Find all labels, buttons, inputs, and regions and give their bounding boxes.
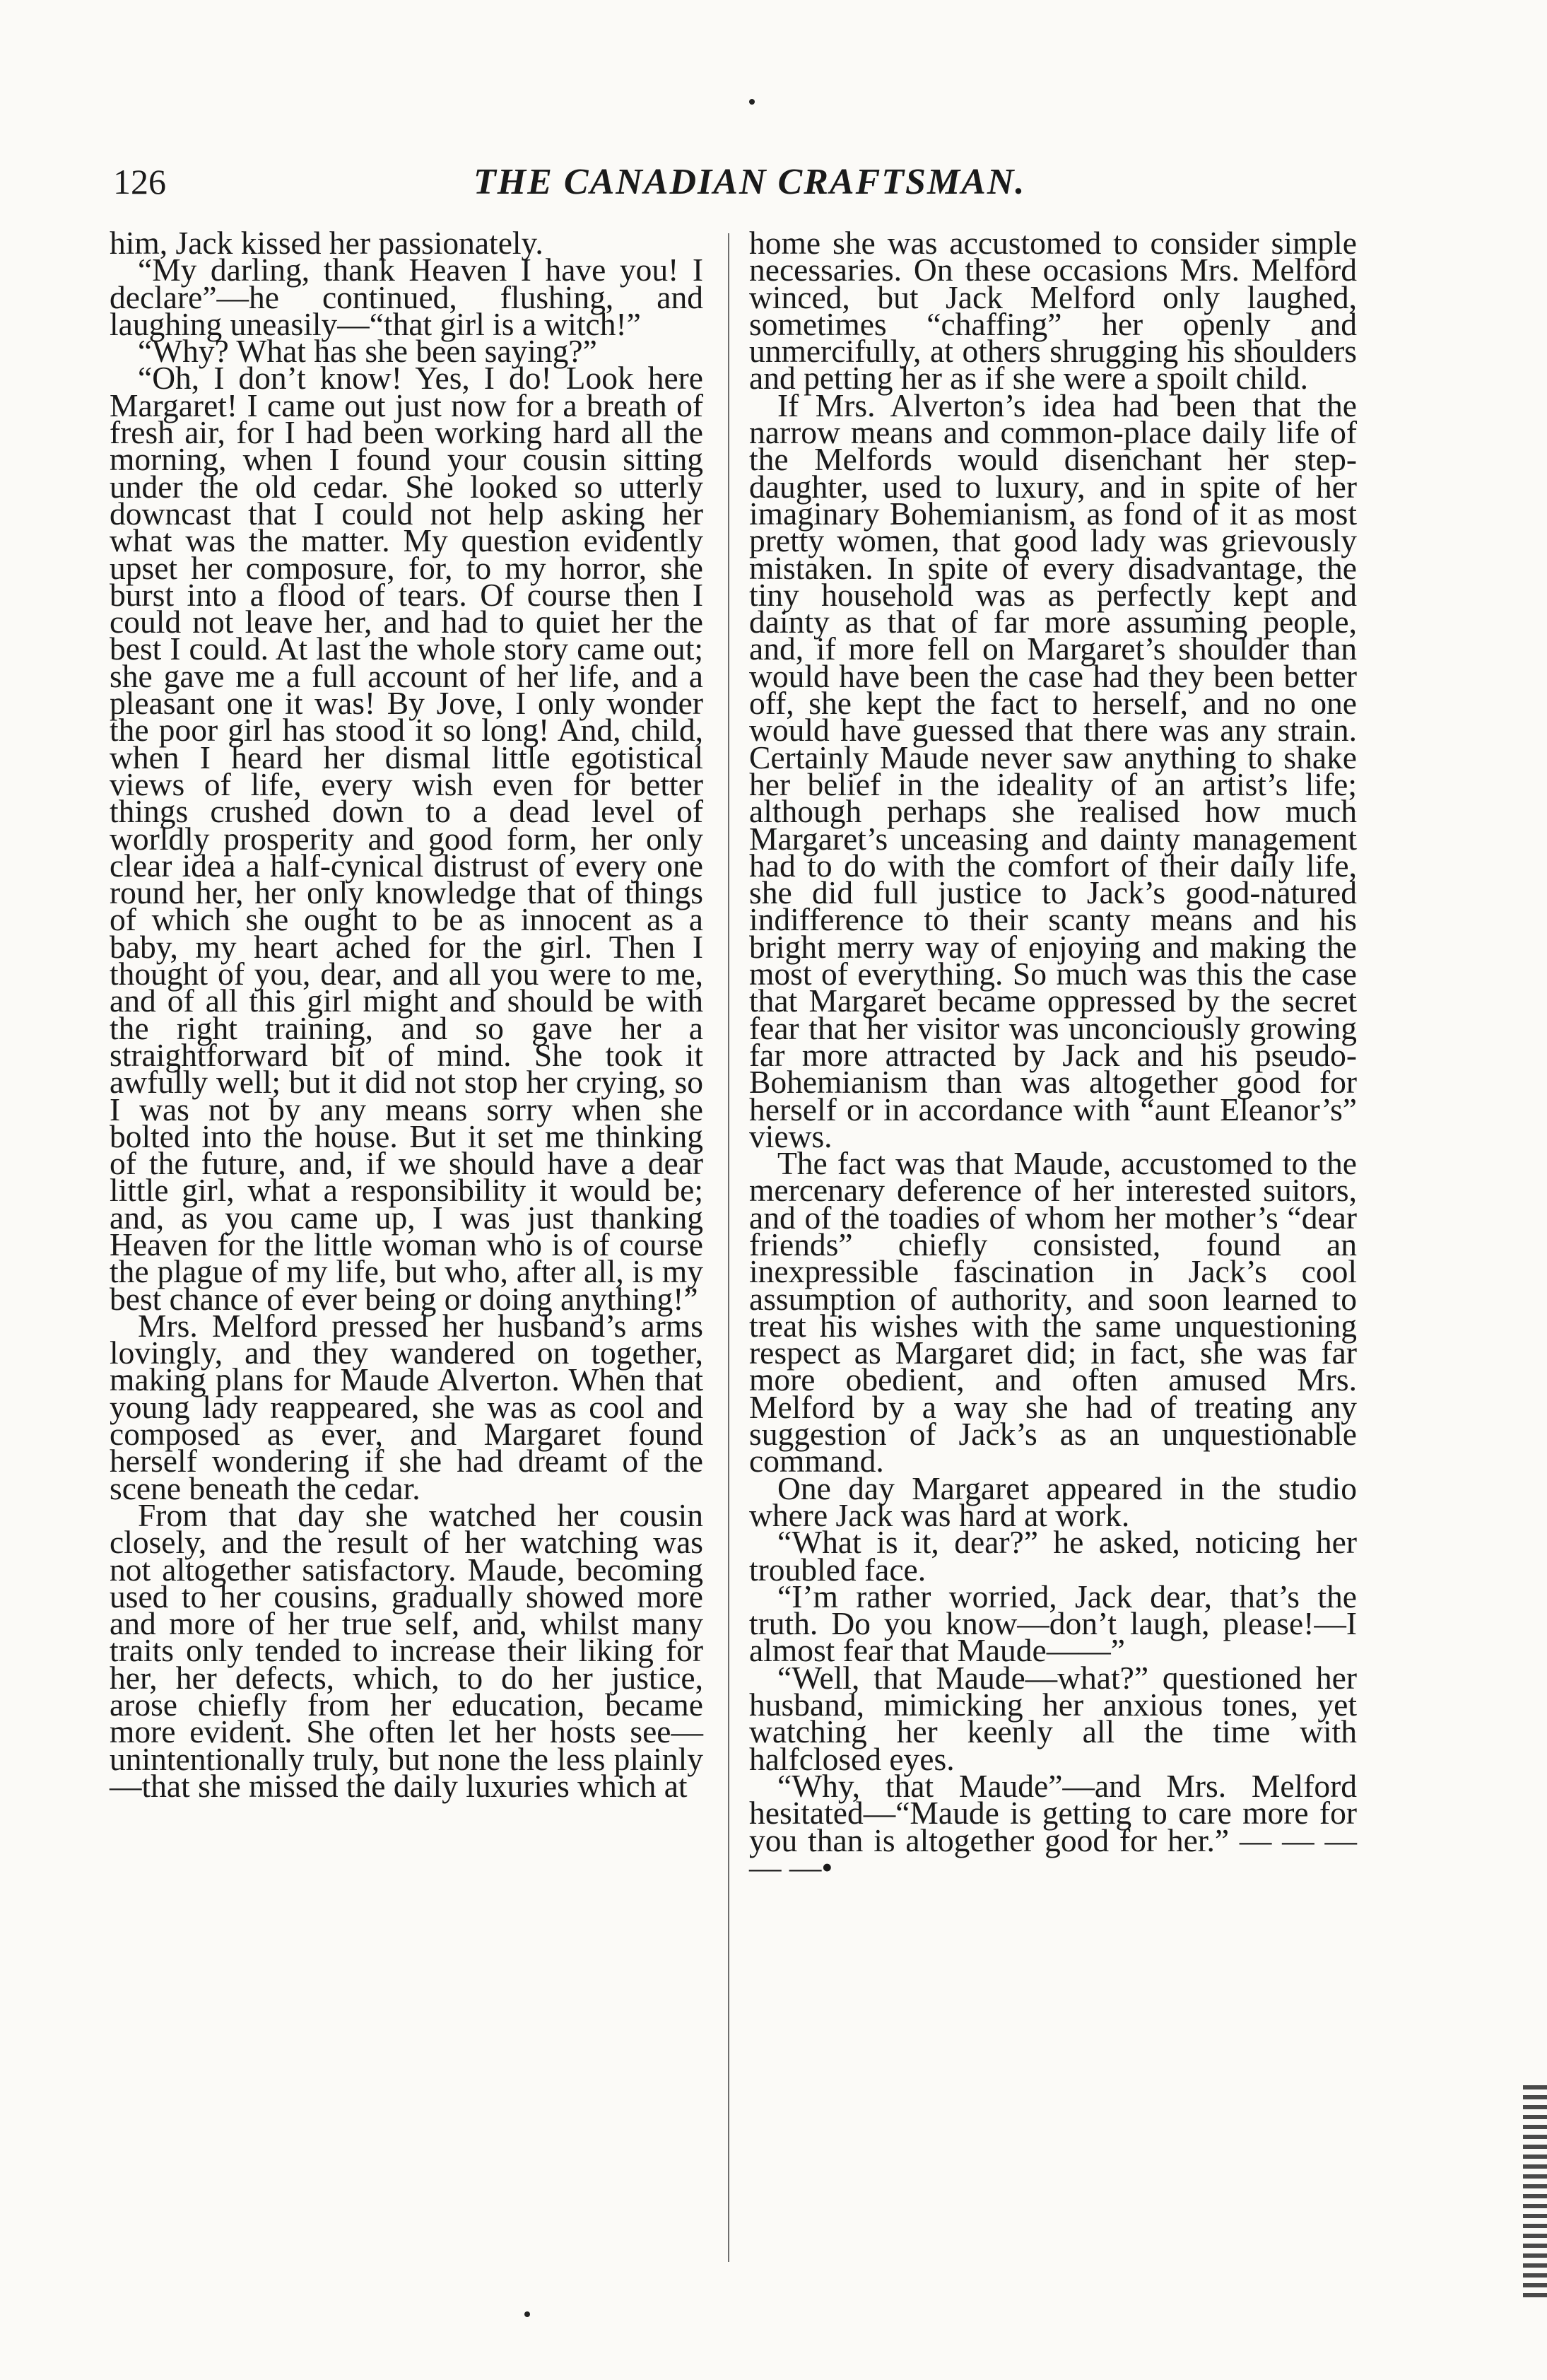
paragraph: “Why, that Maude”—and Mrs. Melford hesitated—“Maude is getting to care more for you than is altogether good for her.” — — — — —• (749, 1767, 1357, 1885)
running-title: THE CANADIAN CRAFTSMAN. (473, 162, 1026, 202)
left-column (110, 225, 703, 1804)
page-number: 126 (113, 162, 166, 201)
column-divider (728, 233, 729, 2262)
paragraph: If Mrs. Alverton’s idea had been that the narrow means and common-place daily life of the Melfords would disenchant her step-daughter, used to luxury, and in spite of her imaginary Bohemianism, as fond of it as most pretty women, that good lady was grievously mistaken. In spite of every disadvantage, the tiny household was as perfectly kept and dainty as that of far more assuming people, and, if more fell on Margaret’s shoulder than would have been the case had they been better off, she kept the fact to herself, and no one would have guessed that there was any strain. Certainly Maude never saw anything to shake her belief in the ideality of an artist’s life; although perhaps she realised how much Margaret’s unceasing and dainty management had to do with the comfort of their daily life, she did full justice to Jack’s good-natured indifference to their scanty means and his bright merry way of enjoying and making the most of everything. So much was this the case that Margaret became oppressed by the secret fear that her visitor was unconciously growing far more attracted by Jack and his pseudo-Bohemianism than was altogether good for herself or in accordance with “aunt Eleanor’s” views. (749, 387, 1357, 1154)
paragraph: Mrs. Melford pressed her husband’s arms lovingly, and they wandered on together, making plans for Maude Alverton. When that young lady reappeared, she was as cool and composed as ever, and Margaret found herself wondering if she had dreamt of the scene beneath the cedar. (110, 1307, 703, 1506)
paragraph: “Why? What has she been saying?” (138, 333, 597, 370)
paragraph: The fact was that Maude, accustomed to the mercenary deference of her interested suitors, and of the toadies of whom her mother’s “dear friends” chiefly consisted, found an inexpressible fascination in Jack’s cool assumption of authority, and soon learned to treat his wishes with the same unquestioning respect as Margaret did; in fact, she was far more obedient, and often amused Mrs. Melford by a way she had of treating any suggestion of Jack’s as an unquestionable command. (749, 1145, 1357, 1479)
paragraph: One day Margaret appeared in the studio where Jack was hard at work. (749, 1470, 1357, 1533)
paragraph: “Well, that Maude—what?” questioned her husband, mimicking her anxious tones, yet watching her keenly all the time with halfclosed eyes. (749, 1659, 1357, 1777)
paragraph: “Oh, I don’t know! Yes, I do! Look here Margaret! I came out just now for a breath of fresh air, for I had been working hard all the morning, when I found your cousin sitting under the old cedar. She looked so utterly downcast that I could not help asking her what was the matter. My question evidently upset her composure, for, to my horror, she burst into a flood of tears. Of course then I could not leave her, and had to quiet her the best I could. At last the whole story came out; she gave me a full account of her life, and a pleasant one it was! By Jove, I only wonder the poor girl has stood it so long! And, child, when I heard her dismal little egotistical views of life, every wish even for better things crushed down to a dead level of worldly prosperity and good form, her only clear idea a half-cynical distrust of every one round her, her only knowledge that of things of which she ought to be as innocent as a baby, my heart ached for the girl. Then I thought of you, dear, and all you were to me, and of all this girl might and should be with the right training, and so gave her a straightforward bit of mind. She took it awfully well; but it did not stop her crying, so I was not by any means sorry when she bolted into the house. But it set me thinking of the future, and, if we should have a dear little girl, what a responsibility it would be; and, as you came up, I was just thanking Heaven for the little woman who is of course the plague of my life, but who, after all, is my best chance of ever being or doing anything!” (110, 360, 703, 1317)
paragraph: home she was accustomed to consider simple necessaries. On these occasions Mrs. Melford winced, but Jack Melford only laughed, sometimes “chaffing” her openly and unmercifully, at others shrugging his shoulders and petting her as if she were a spoilt child. (749, 225, 1357, 397)
scan-edge-artifact (1523, 2085, 1547, 2297)
paragraph: him, Jack kissed her passionately. (110, 225, 543, 261)
paragraph: “My darling, thank Heaven I have you! I declare”—he continued, flushing, and laughing uneasily—“that girl is a witch!” (110, 252, 703, 342)
paragraph: From that day she watched her cousin closely, and the result of her watching was not altogether satisfactory. Maude, becoming used to her cousins, gradually showed more and more of her true self, and, whilst many traits only tended to increase their liking for her, her defects, which, to do her justice, arose chiefly from her education, became more evident. She often let her hosts see—unintentionally truly, but none the less plainly—that she missed the daily luxuries which at (110, 1496, 703, 1804)
right-column (749, 225, 1357, 1885)
paragraph: “I’m rather worried, Jack dear, that’s the truth. Do you know—don’t laugh, please!—I almost fear that Maude——” (749, 1578, 1357, 1669)
ink-dot (524, 2311, 530, 2317)
page-header (106, 161, 1449, 211)
ink-dot (749, 99, 755, 105)
paragraph: “What is it, dear?” he asked, noticing her troubled face. (749, 1524, 1357, 1588)
